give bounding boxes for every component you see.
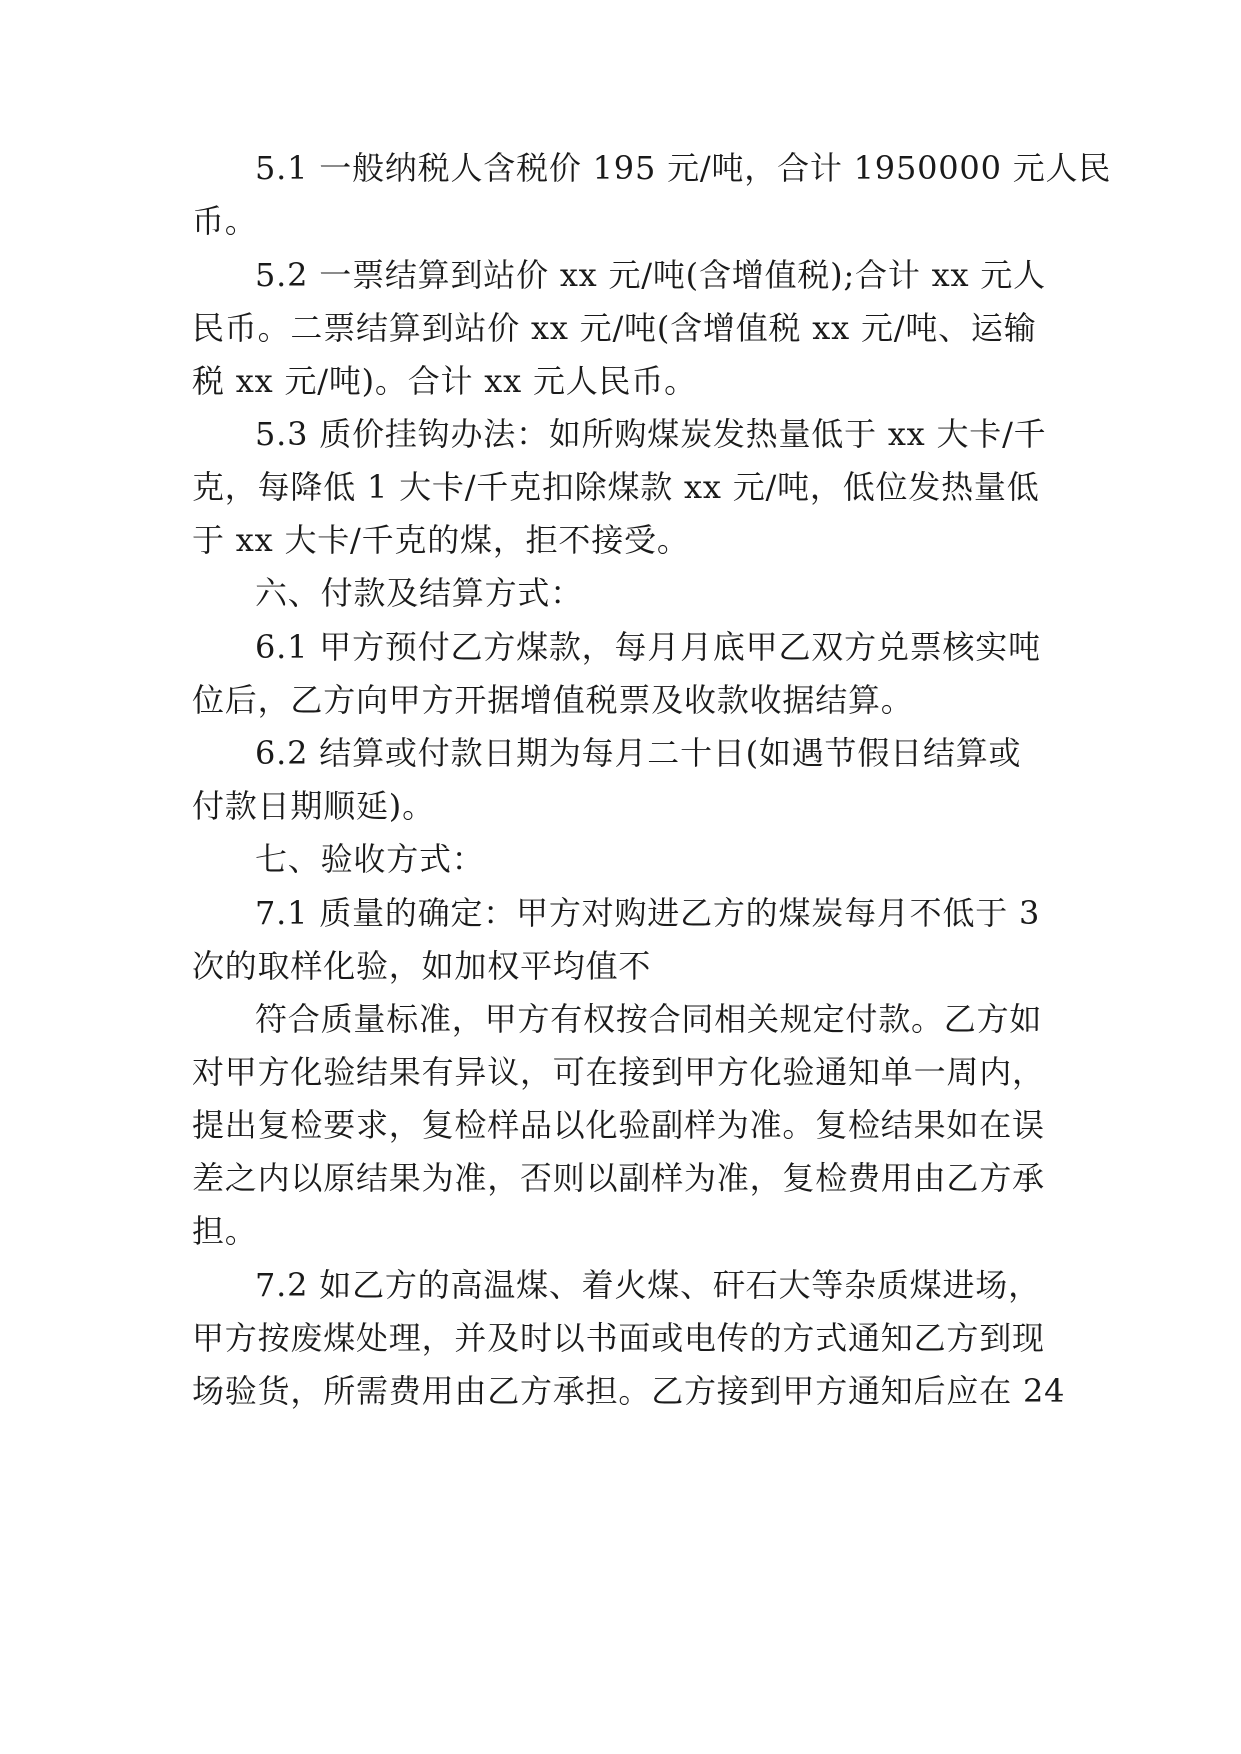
- paragraph-5-3-line-1: 5.3 质价挂钩办法：如所购煤炭发热量低于 xx 大卡/千: [255, 415, 1047, 453]
- paragraph-5-1-line-1: 5.1 一般纳税人含税价 195 元/吨，合计 1950000 元人民: [255, 149, 1112, 187]
- paragraph-5-2-line-1: 5.2 一票结算到站价 xx 元/吨(含增值税);合计 xx 元人: [255, 256, 1046, 294]
- paragraph-5-3-line-2: 克，每降低 1 大卡/千克扣除煤款 xx 元/吨，低位发热量低: [192, 468, 1040, 506]
- paragraph-7-2-line-3: 场验货，所需费用由乙方承担。乙方接到甲方通知后应在 24: [192, 1372, 1066, 1410]
- paragraph-7-1b-line-2: 对甲方化验结果有异议，可在接到甲方化验通知单一周内，: [192, 1053, 1045, 1091]
- paragraph-6-2-line-1: 6.2 结算或付款日期为每月二十日(如遇节假日结算或: [255, 734, 1022, 772]
- section-6-heading: 六、付款及结算方式：: [255, 574, 584, 612]
- paragraph-7-1b-line-1: 符合质量标准，甲方有权按合同相关规定付款。乙方如: [255, 1000, 1043, 1038]
- section-7-heading: 七、验收方式：: [255, 840, 485, 878]
- paragraph-6-1-line-1: 6.1 甲方预付乙方煤款，每月月底甲乙双方兑票核实吨: [255, 628, 1041, 666]
- paragraph-6-2-line-2: 付款日期顺延)。: [192, 787, 435, 825]
- paragraph-7-1-line-2: 次的取样化验，如加权平均值不: [192, 947, 652, 985]
- paragraph-5-2-line-2: 民币。二票结算到站价 xx 元/吨(含增值税 xx 元/吨、运输: [192, 309, 1037, 347]
- paragraph-7-1b-line-5: 担。: [192, 1212, 258, 1250]
- paragraph-5-2-line-3: 税 xx 元/吨)。合计 xx 元人民币。: [192, 362, 697, 400]
- paragraph-7-2-line-1: 7.2 如乙方的高温煤、着火煤、矸石大等杂质煤进场，: [255, 1266, 1041, 1304]
- paragraph-5-3-line-3: 于 xx 大卡/千克的煤，拒不接受。: [192, 521, 690, 559]
- paragraph-7-2-line-2: 甲方按废煤处理，并及时以书面或电传的方式通知乙方到现: [192, 1319, 1045, 1357]
- paragraph-5-1-line-2: 币。: [192, 202, 258, 240]
- paragraph-7-1b-line-3: 提出复检要求，复检样品以化验副样为准。复检结果如在误: [192, 1106, 1045, 1144]
- paragraph-7-1b-line-4: 差之内以原结果为准，否则以副样为准，复检费用由乙方承: [192, 1159, 1045, 1197]
- paragraph-6-1-line-2: 位后，乙方向甲方开据增值税票及收款收据结算。: [192, 681, 914, 719]
- paragraph-7-1-line-1: 7.1 质量的确定：甲方对购进乙方的煤炭每月不低于 3: [255, 894, 1041, 932]
